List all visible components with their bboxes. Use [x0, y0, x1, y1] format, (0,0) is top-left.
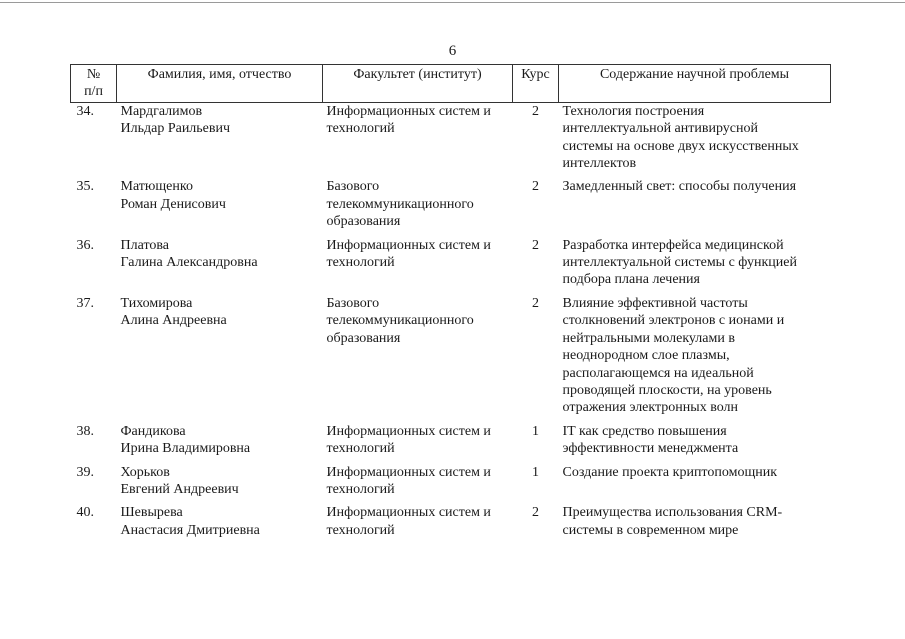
research-topic-line: Технология построения [562, 103, 705, 119]
faculty-name-line: технологий [326, 121, 395, 137]
table-row [71, 423, 831, 458]
faculty-name-line: образования [326, 214, 401, 230]
student-name-line: Мардгалимов [120, 103, 203, 119]
faculty-name-line: Базового [326, 179, 380, 195]
research-topic-line: столкновений электронов с ионами и [562, 313, 785, 329]
research-topic-line: нейтральными молекулами в [562, 330, 735, 346]
course-number: 2 [532, 505, 539, 521]
faculty-name-line: технологий [326, 522, 395, 538]
header-topic: Содержание научной проблемы [559, 65, 831, 103]
course-number: 2 [532, 295, 539, 311]
scan-edge-line [0, 2, 905, 3]
faculty-name-line: образования [326, 330, 401, 346]
student-name-line: Галина Александровна [120, 255, 258, 271]
research-topic-line: Преимущества использования CRM- [562, 505, 783, 521]
student-name [117, 237, 323, 289]
student-name [117, 295, 323, 417]
header-number-line: № [86, 67, 101, 82]
research-topic [559, 295, 831, 417]
student-name [117, 102, 323, 172]
student-name-line: Матющенко [120, 179, 193, 195]
faculty-name [323, 464, 513, 499]
research-topic [559, 102, 831, 172]
faculty-name [323, 295, 513, 417]
table-row [71, 504, 831, 539]
page-number: 6 [448, 43, 457, 59]
research-topic-line: системы в современном мире [562, 522, 739, 538]
research-topic-line: интеллектуальной системы с функцией [562, 255, 797, 271]
faculty-name-line: технологий [326, 481, 395, 497]
student-name-line: Анастасия Дмитриевна [120, 522, 260, 538]
table-header [71, 65, 831, 103]
row-number: 35. [76, 179, 94, 195]
table-row [71, 464, 831, 499]
student-name-line: Хорьков [120, 464, 170, 480]
table-row [71, 237, 831, 289]
row-number: 38. [76, 423, 94, 439]
student-name [117, 504, 323, 539]
faculty-name-line: Базового [326, 295, 380, 311]
header-number [71, 65, 117, 103]
research-topic-line: IT как средство повышения [562, 423, 727, 439]
research-topic [559, 423, 831, 458]
research-topic-line: системы на основе двух искусственных [562, 138, 799, 154]
header-faculty: Факультет (институт) [323, 65, 513, 103]
course-number: 2 [532, 237, 539, 253]
faculty-name [323, 102, 513, 172]
research-topic-line: неоднородном слое плазмы, [562, 348, 730, 364]
course-number: 2 [532, 179, 539, 195]
research-topic-line: Влияние эффективной частоты [562, 295, 748, 311]
research-topic-line: подбора плана лечения [562, 272, 700, 288]
research-topic-line: Разработка интерфейса медицинской [562, 237, 784, 253]
course-number: 1 [532, 464, 539, 480]
student-name [117, 423, 323, 458]
student-name-line: Ирина Владимировна [120, 441, 251, 457]
faculty-name [323, 423, 513, 458]
faculty-name [323, 504, 513, 539]
student-name [117, 178, 323, 230]
student-name-line: Фандикова [120, 423, 186, 439]
faculty-name-line: Информационных систем и [326, 505, 491, 521]
research-topic-line: располагающемся на идеальной [562, 365, 754, 381]
faculty-name-line: Информационных систем и [326, 103, 491, 119]
faculty-name-line: технологий [326, 255, 395, 271]
research-topic-line: интеллектуальной антивирусной [562, 121, 758, 137]
faculty-name-line: Информационных систем и [326, 237, 491, 253]
research-topic-line: интеллектов [562, 156, 637, 172]
research-topic [559, 178, 831, 230]
row-number: 34. [76, 103, 94, 119]
table-row [71, 295, 831, 417]
student-name-line: Шевырева [120, 505, 183, 521]
research-topic-line: отражения электронных волн [562, 400, 739, 416]
course-number: 2 [532, 103, 539, 119]
header-number-line: п/п [84, 84, 103, 100]
student-name-line: Тихомирова [120, 295, 193, 311]
table-row [71, 178, 831, 230]
row-number: 40. [76, 505, 94, 521]
research-topic-line: эффективности менеджмента [562, 441, 739, 457]
faculty-name-line: телекоммуникационного [326, 313, 474, 329]
table-body [71, 102, 831, 539]
faculty-name [323, 237, 513, 289]
header-name: Фамилия, имя, отчество [117, 65, 323, 103]
research-topic-line: Создание проекта криптопомощник [562, 464, 778, 480]
row-number: 36. [76, 237, 94, 253]
faculty-name-line: телекоммуникационного [326, 196, 474, 212]
student-name-line: Роман Денисович [120, 196, 226, 212]
student-name [117, 464, 323, 499]
course-number: 1 [532, 423, 539, 439]
student-name-line: Алина Андреевна [120, 313, 227, 329]
research-topic-line: Замедленный свет: способы получения [562, 179, 797, 195]
row-number: 39. [76, 464, 94, 480]
row-number: 37. [76, 295, 94, 311]
faculty-name-line: Информационных систем и [326, 464, 491, 480]
faculty-name-line: технологий [326, 441, 395, 457]
student-name-line: Евгений Андреевич [120, 481, 239, 497]
faculty-name-line: Информационных систем и [326, 423, 491, 439]
research-topic [559, 237, 831, 289]
students-table [70, 64, 831, 539]
student-name-line: Платова [120, 237, 170, 253]
research-topic [559, 464, 831, 499]
faculty-name [323, 178, 513, 230]
student-name-line: Ильдар Раильевич [120, 121, 231, 137]
table-row [71, 102, 831, 172]
research-topic-line: проводящей плоскости, на уровень [562, 382, 772, 398]
research-topic [559, 504, 831, 539]
header-course: Курс [513, 65, 559, 103]
